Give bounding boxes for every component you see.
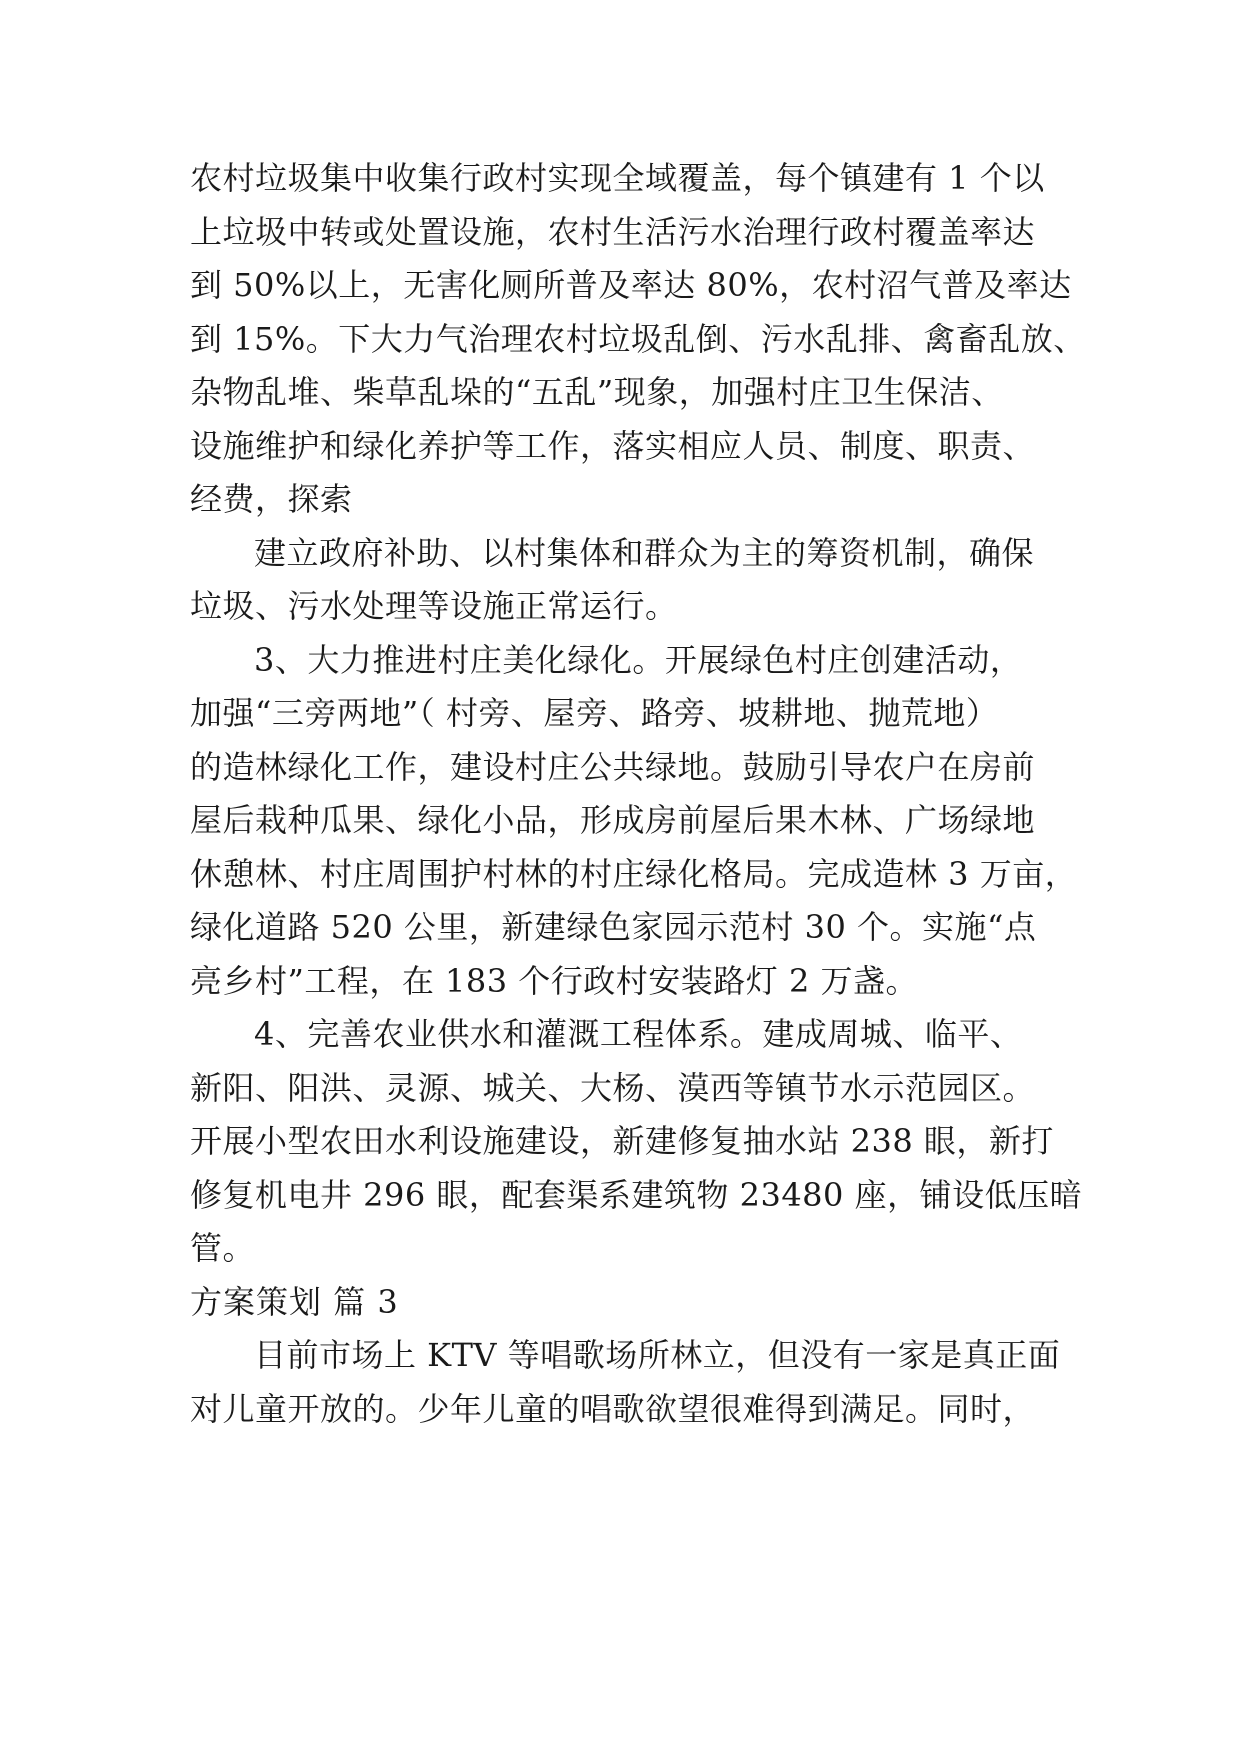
paragraph-first-line: 3、大力推进村庄美化绿化。开展绿色村庄创建活动， [254, 640, 1023, 679]
text-line: 农村垃圾集中收集行政村实现全域覆盖，每个镇建有 1 个以 [190, 159, 1045, 197]
text-line: 新阳、阳洪、灵源、城关、大杨、漠西等镇节水示范园区。 [190, 1068, 1036, 1107]
text-line: 绿化道路 520 公里，新建绿色家园示范村 30 个。实施“点 [190, 908, 1037, 946]
text-line: 开展小型农田水利设施建设，新建修复抽水站 238 眼，新打 [190, 1122, 1054, 1160]
text-line: 设施维护和绿化养护等工作，落实相应人员、制度、职责、 [190, 426, 1036, 465]
text-line: 管。 [190, 1229, 256, 1267]
text-line: 加强“三旁两地”（ 村旁、屋旁、路旁、坡耕地、抛荒地） [190, 694, 999, 732]
text-line: 垃圾、污水处理等设施正常运行。 [190, 587, 678, 625]
section-heading: 方案策划 篇 3 [190, 1282, 399, 1321]
paragraph-first-line: 4、完善农业供水和灌溉工程体系。建成周城、临平、 [254, 1015, 1023, 1053]
text-line: 上垃圾中转或处置设施，农村生活污水治理行政村覆盖率达 [190, 212, 1036, 251]
text-line: 对儿童开放的。少年儿童的唱歌欲望很难得到满足。同时， [190, 1389, 1036, 1428]
text-line: 的造林绿化工作，建设村庄公共绿地。鼓励引导农户在房前 [190, 747, 1036, 786]
paragraph-first-line: 目前市场上 KTV 等唱歌场所林立，但没有一家是真正面 [254, 1336, 1061, 1374]
text-line: 到 50%以上，无害化厕所普及率达 80%，农村沼气普及率达 [190, 266, 1072, 304]
text-line: 屋后栽种瓜果、绿化小品，形成房前屋后果木林、广场绿地 [190, 801, 1036, 839]
text-line: 到 15%。下大力气治理农村垃圾乱倒、污水乱排、禽畜乱放、 [190, 319, 1086, 358]
text-line: 修复机电井 296 眼，配套渠系建筑物 23480 座，铺设低压暗 [190, 1175, 1083, 1214]
text-line: 亮乡村”工程，在 183 个行政村安装路灯 2 万盏。 [190, 961, 918, 1000]
text-line: 休憩林、村庄周围护村林的村庄绿化格局。完成造林 3 万亩， [190, 854, 1078, 893]
text-line: 杂物乱堆、柴草乱垛的“五乱”现象，加强村庄卫生保洁、 [190, 373, 1004, 411]
document-body [190, 152, 1086, 1436]
text-line: 经费，探索 [190, 480, 353, 518]
paragraph-first-line: 建立政府补助、以村集体和群众为主的筹资机制，确保 [254, 533, 1035, 572]
